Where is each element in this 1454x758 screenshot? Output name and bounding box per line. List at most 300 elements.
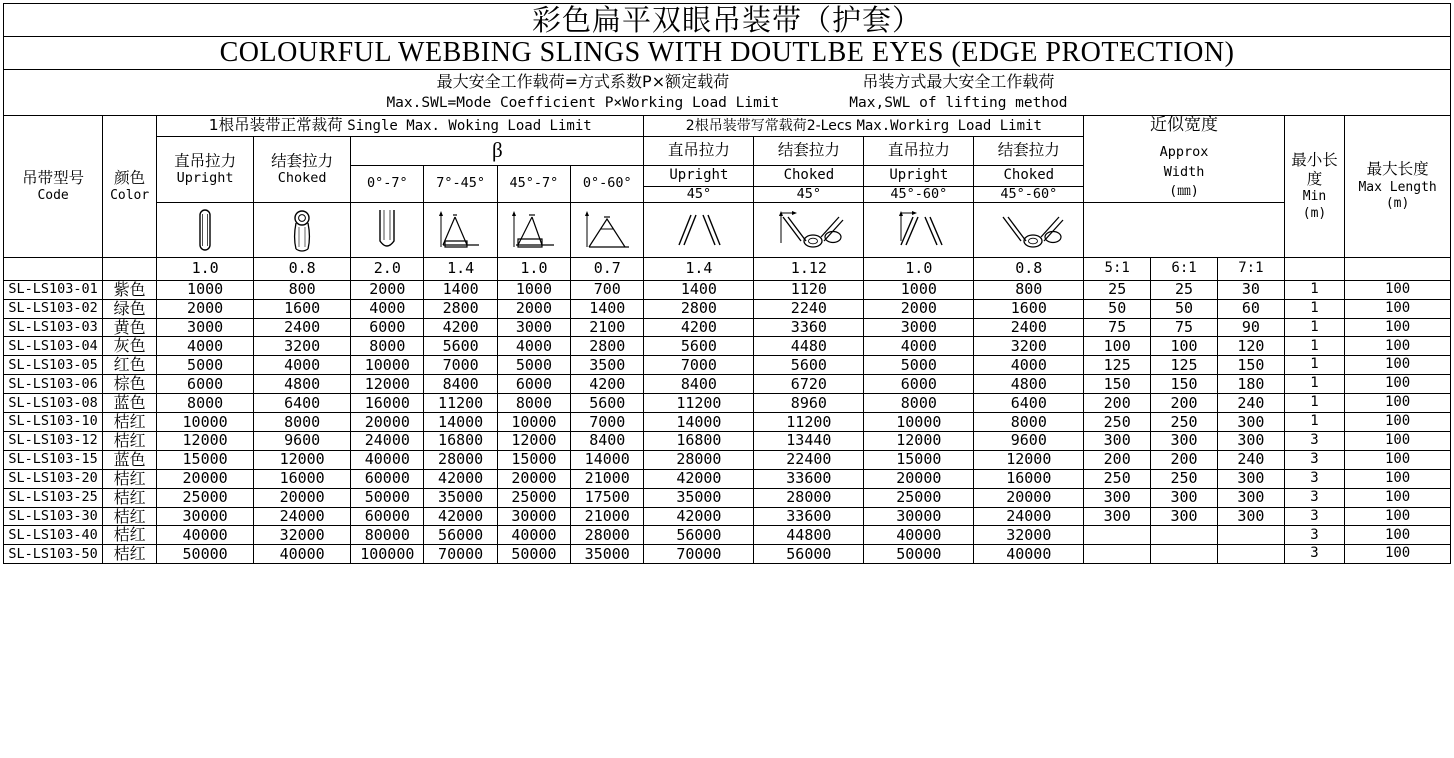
row-value-1: 4800 (254, 375, 351, 394)
header-approx-width-unit: (㎜) (1169, 183, 1199, 200)
header-double-choked2-angle: 45°-60° (974, 186, 1084, 202)
header-double-choked-angle: 45° (754, 186, 864, 202)
row-value-4: 15000 (497, 450, 570, 469)
row-min-length: 1 (1284, 356, 1344, 375)
row-max-length: 100 (1345, 280, 1451, 299)
row-value-9: 4800 (974, 375, 1084, 394)
row-value-7: 5600 (754, 356, 864, 375)
row-value-1: 6400 (254, 394, 351, 413)
header-code (4, 115, 103, 257)
row-color: 桔红 (103, 526, 157, 545)
row-value-1: 800 (254, 280, 351, 299)
row-value-2: 8000 (351, 337, 424, 356)
row-value-5: 8400 (571, 431, 644, 450)
row-value-4: 4000 (497, 337, 570, 356)
row-value-7: 56000 (754, 545, 864, 564)
header-angle-0-7: 0°-7° (351, 165, 424, 202)
header-double-choked-cn: 结套拉力 (754, 136, 864, 165)
row-min-length: 1 (1284, 375, 1344, 394)
row-min-length: 1 (1284, 394, 1344, 413)
row-min-length: 3 (1284, 526, 1344, 545)
row-value-8: 1000 (864, 280, 974, 299)
row-value-7: 2240 (754, 299, 864, 318)
row-width-2: 300 (1217, 469, 1284, 488)
row-value-9: 20000 (974, 488, 1084, 507)
row-width-1: 250 (1151, 413, 1218, 432)
two-leg-mid-icon (497, 202, 570, 257)
row-value-9: 32000 (974, 526, 1084, 545)
formula-right-cn: 吊装方式最大安全工作载荷 (862, 71, 1055, 91)
row-value-2: 100000 (351, 545, 424, 564)
two-leg-wide-icon (571, 202, 644, 257)
row-value-2: 60000 (351, 469, 424, 488)
row-width-0 (1084, 545, 1151, 564)
row-value-1: 3200 (254, 337, 351, 356)
header-angle-7-45: 7°-45° (424, 165, 497, 202)
header-beta-symbol: β (351, 136, 644, 165)
row-value-4: 6000 (497, 375, 570, 394)
row-width-0: 75 (1084, 318, 1151, 337)
row-value-9: 6400 (974, 394, 1084, 413)
row-value-0: 20000 (157, 469, 254, 488)
row-value-3: 8400 (424, 375, 497, 394)
two-sling-choked-45-60-icon (974, 202, 1084, 257)
coefficient-6: 1.4 (644, 257, 754, 280)
row-color: 桔红 (103, 469, 157, 488)
row-value-6: 7000 (644, 356, 754, 375)
row-value-6: 2800 (644, 299, 754, 318)
row-width-1: 250 (1151, 469, 1218, 488)
row-value-2: 20000 (351, 413, 424, 432)
row-value-8: 30000 (864, 507, 974, 526)
pictogram-blank (1084, 202, 1285, 257)
row-value-3: 14000 (424, 413, 497, 432)
row-value-6: 28000 (644, 450, 754, 469)
row-value-8: 12000 (864, 431, 974, 450)
table-row (4, 318, 1451, 337)
header-group-double-cn: 2根吊装带写常载荷2-Lecs (685, 117, 852, 134)
row-value-6: 14000 (644, 413, 754, 432)
row-value-1: 8000 (254, 413, 351, 432)
row-value-0: 2000 (157, 299, 254, 318)
row-code: SL-LS103-12 (4, 431, 103, 450)
row-color: 灰色 (103, 337, 157, 356)
row-code: SL-LS103-08 (4, 394, 103, 413)
row-width-0: 250 (1084, 413, 1151, 432)
row-width-0: 150 (1084, 375, 1151, 394)
row-width-2: 300 (1217, 413, 1284, 432)
row-color: 桔红 (103, 413, 157, 432)
header-group-single (157, 115, 644, 136)
header-double-choked2-cn: 结套拉力 (974, 136, 1084, 165)
header-approx-width-en1: Approx (1159, 144, 1209, 160)
row-value-8: 10000 (864, 413, 974, 432)
row-value-6: 5600 (644, 337, 754, 356)
table-row (4, 375, 1451, 394)
row-width-0: 200 (1084, 450, 1151, 469)
row-value-9: 2400 (974, 318, 1084, 337)
header-color-en: Color (110, 187, 150, 203)
row-min-length: 1 (1284, 318, 1344, 337)
row-value-9: 9600 (974, 431, 1084, 450)
header-min-length (1284, 115, 1344, 257)
header-angle-45-7: 45°-7° (497, 165, 570, 202)
row-value-6: 16800 (644, 431, 754, 450)
row-width-2: 240 (1217, 394, 1284, 413)
upright-loop-icon (254, 202, 351, 257)
header-double-upright2-cn: 直吊拉力 (864, 136, 974, 165)
row-value-4: 5000 (497, 356, 570, 375)
row-max-length: 100 (1345, 394, 1451, 413)
row-value-1: 40000 (254, 545, 351, 564)
coefficient-8: 1.0 (864, 257, 974, 280)
row-value-7: 33600 (754, 469, 864, 488)
row-width-0: 50 (1084, 299, 1151, 318)
row-value-7: 28000 (754, 488, 864, 507)
row-width-2: 300 (1217, 507, 1284, 526)
row-value-3: 4200 (424, 318, 497, 337)
row-value-5: 17500 (571, 488, 644, 507)
header-min-length-unit: (m) (1302, 205, 1327, 221)
row-width-1: 300 (1151, 431, 1218, 450)
header-double-upright-en: Upright (644, 165, 754, 186)
row-width-2: 300 (1217, 431, 1284, 450)
row-value-5: 3500 (571, 356, 644, 375)
row-value-4: 8000 (497, 394, 570, 413)
page-title-en: COLOURFUL WEBBING SLINGS WITH DOUTLBE EYES (EDGE PROTECTION) (4, 37, 1451, 69)
row-value-0: 25000 (157, 488, 254, 507)
row-width-2: 30 (1217, 280, 1284, 299)
row-code: SL-LS103-06 (4, 375, 103, 394)
row-value-8: 8000 (864, 394, 974, 413)
row-value-2: 50000 (351, 488, 424, 507)
row-value-6: 70000 (644, 545, 754, 564)
row-value-5: 21000 (571, 469, 644, 488)
row-min-length: 1 (1284, 280, 1344, 299)
header-color (103, 115, 157, 257)
row-code: SL-LS103-04 (4, 337, 103, 356)
header-min-length-en: Min (1302, 189, 1327, 205)
row-value-9: 12000 (974, 450, 1084, 469)
row-value-2: 6000 (351, 318, 424, 337)
row-value-6: 11200 (644, 394, 754, 413)
row-value-6: 35000 (644, 488, 754, 507)
row-code: SL-LS103-03 (4, 318, 103, 337)
coefficient-7: 1.12 (754, 257, 864, 280)
header-single-upright (157, 136, 254, 202)
row-value-4: 30000 (497, 507, 570, 526)
table-row (4, 526, 1451, 545)
table-row (4, 469, 1451, 488)
row-value-2: 80000 (351, 526, 424, 545)
table-row (4, 280, 1451, 299)
formula-left-en: Max.SWL=Mode Coefficient P×Working Load Limit (386, 94, 780, 111)
row-width-0: 25 (1084, 280, 1151, 299)
row-value-7: 11200 (754, 413, 864, 432)
header-code-cn: 吊带型号 (22, 168, 85, 187)
header-single-upright-en: Upright (176, 169, 234, 186)
row-value-4: 10000 (497, 413, 570, 432)
row-value-3: 56000 (424, 526, 497, 545)
header-max-length-en: Max Length (1358, 179, 1437, 195)
row-value-3: 5600 (424, 337, 497, 356)
row-width-1: 100 (1151, 337, 1218, 356)
two-sling-upright-45-60-icon (864, 202, 974, 257)
row-value-8: 15000 (864, 450, 974, 469)
row-width-1: 200 (1151, 394, 1218, 413)
row-value-9: 24000 (974, 507, 1084, 526)
safety-ratio-1: 6:1 (1151, 257, 1218, 280)
row-value-5: 21000 (571, 507, 644, 526)
row-code: SL-LS103-15 (4, 450, 103, 469)
header-angle-0-60: 0°-60° (571, 165, 644, 202)
row-width-1: 25 (1151, 280, 1218, 299)
row-width-1: 300 (1151, 507, 1218, 526)
row-value-7: 6720 (754, 375, 864, 394)
formula-right (849, 73, 1067, 111)
header-group-double-en: Max.Workirg Load Limit (856, 117, 1042, 134)
header-double-upright2-en: Upright (864, 165, 974, 186)
row-value-4: 12000 (497, 431, 570, 450)
header-code-en: Code (37, 187, 69, 203)
row-value-8: 4000 (864, 337, 974, 356)
row-value-9: 40000 (974, 545, 1084, 564)
coefficient-0: 1.0 (157, 257, 254, 280)
row-value-5: 28000 (571, 526, 644, 545)
row-code: SL-LS103-20 (4, 469, 103, 488)
row-value-4: 40000 (497, 526, 570, 545)
two-sling-choked-45-icon (754, 202, 864, 257)
row-value-5: 700 (571, 280, 644, 299)
row-value-2: 2000 (351, 280, 424, 299)
row-value-0: 8000 (157, 394, 254, 413)
row-max-length: 100 (1345, 526, 1451, 545)
coefficient-4: 1.0 (497, 257, 570, 280)
row-value-2: 24000 (351, 431, 424, 450)
table-row (4, 394, 1451, 413)
row-value-2: 16000 (351, 394, 424, 413)
row-value-4: 1000 (497, 280, 570, 299)
row-value-7: 4480 (754, 337, 864, 356)
row-value-7: 33600 (754, 507, 864, 526)
row-value-5: 1400 (571, 299, 644, 318)
sling-eye-icon (157, 202, 254, 257)
row-value-6: 42000 (644, 507, 754, 526)
row-value-7: 1120 (754, 280, 864, 299)
row-value-9: 3200 (974, 337, 1084, 356)
row-value-1: 4000 (254, 356, 351, 375)
pictogram-row (4, 202, 1451, 257)
row-value-8: 40000 (864, 526, 974, 545)
coefficient-row-label-color (103, 257, 157, 280)
header-max-length-cn: 最大长度 (1366, 160, 1429, 179)
row-max-length: 100 (1345, 375, 1451, 394)
row-value-8: 25000 (864, 488, 974, 507)
row-color: 蓝色 (103, 394, 157, 413)
row-min-length: 1 (1284, 413, 1344, 432)
row-width-0: 250 (1084, 469, 1151, 488)
row-width-1: 50 (1151, 299, 1218, 318)
row-value-6: 1400 (644, 280, 754, 299)
row-value-5: 2800 (571, 337, 644, 356)
row-value-5: 14000 (571, 450, 644, 469)
row-max-length: 100 (1345, 450, 1451, 469)
row-code: SL-LS103-25 (4, 488, 103, 507)
row-value-4: 50000 (497, 545, 570, 564)
row-color: 棕色 (103, 375, 157, 394)
row-width-1 (1151, 526, 1218, 545)
row-max-length: 100 (1345, 299, 1451, 318)
header-approx-width (1084, 115, 1285, 202)
row-value-3: 42000 (424, 507, 497, 526)
row-max-length: 100 (1345, 507, 1451, 526)
table-row (4, 431, 1451, 450)
row-value-4: 2000 (497, 299, 570, 318)
row-value-3: 28000 (424, 450, 497, 469)
row-value-8: 5000 (864, 356, 974, 375)
row-width-1: 125 (1151, 356, 1218, 375)
header-single-choked-en: Choked (277, 169, 327, 186)
row-value-8: 50000 (864, 545, 974, 564)
row-value-1: 32000 (254, 526, 351, 545)
row-value-8: 20000 (864, 469, 974, 488)
row-color: 蓝色 (103, 450, 157, 469)
row-min-length: 1 (1284, 337, 1344, 356)
row-value-5: 5600 (571, 394, 644, 413)
row-width-1: 300 (1151, 488, 1218, 507)
row-color: 红色 (103, 356, 157, 375)
row-max-length: 100 (1345, 413, 1451, 432)
row-value-5: 7000 (571, 413, 644, 432)
row-value-7: 13440 (754, 431, 864, 450)
safety-ratio-2: 7:1 (1217, 257, 1284, 280)
row-value-1: 12000 (254, 450, 351, 469)
coefficient-9: 0.8 (974, 257, 1084, 280)
row-value-1: 9600 (254, 431, 351, 450)
row-width-2: 240 (1217, 450, 1284, 469)
row-width-1: 150 (1151, 375, 1218, 394)
row-width-0: 300 (1084, 507, 1151, 526)
row-width-1: 200 (1151, 450, 1218, 469)
row-width-2: 150 (1217, 356, 1284, 375)
table-row (4, 450, 1451, 469)
row-value-0: 50000 (157, 545, 254, 564)
page-title-cn: 彩色扁平双眼吊装带（护套） (4, 4, 1451, 37)
two-sling-upright-icon (644, 202, 754, 257)
coefficient-3: 1.4 (424, 257, 497, 280)
coefficient-row (4, 257, 1451, 280)
row-value-9: 16000 (974, 469, 1084, 488)
row-width-1: 75 (1151, 318, 1218, 337)
row-code: SL-LS103-40 (4, 526, 103, 545)
row-value-7: 44800 (754, 526, 864, 545)
coefficient-1: 0.8 (254, 257, 351, 280)
header-double-upright2-angle: 45°-60° (864, 186, 974, 202)
row-value-9: 8000 (974, 413, 1084, 432)
header-approx-width-en2: Width (1163, 163, 1205, 180)
row-min-length: 3 (1284, 469, 1344, 488)
row-width-0: 300 (1084, 488, 1151, 507)
row-value-9: 800 (974, 280, 1084, 299)
row-value-8: 3000 (864, 318, 974, 337)
row-value-3: 1400 (424, 280, 497, 299)
row-code: SL-LS103-30 (4, 507, 103, 526)
coefficient-2: 2.0 (351, 257, 424, 280)
row-value-0: 3000 (157, 318, 254, 337)
row-width-1 (1151, 545, 1218, 564)
row-value-4: 3000 (497, 318, 570, 337)
row-value-6: 56000 (644, 526, 754, 545)
row-value-0: 30000 (157, 507, 254, 526)
header-double-upright-angle: 45° (644, 186, 754, 202)
table-row (4, 356, 1451, 375)
row-code: SL-LS103-02 (4, 299, 103, 318)
row-value-0: 5000 (157, 356, 254, 375)
two-leg-narrow-icon (424, 202, 497, 257)
row-value-1: 24000 (254, 507, 351, 526)
row-value-7: 8960 (754, 394, 864, 413)
header-color-cn: 颜色 (114, 168, 146, 187)
row-value-3: 16800 (424, 431, 497, 450)
row-value-2: 10000 (351, 356, 424, 375)
row-width-0: 300 (1084, 431, 1151, 450)
row-min-length: 3 (1284, 431, 1344, 450)
row-width-0 (1084, 526, 1151, 545)
row-color: 绿色 (103, 299, 157, 318)
row-value-4: 25000 (497, 488, 570, 507)
header-single-upright-cn: 直吊拉力 (174, 151, 237, 170)
header-group-double (644, 115, 1084, 136)
row-value-5: 2100 (571, 318, 644, 337)
table-row (4, 299, 1451, 318)
row-code: SL-LS103-10 (4, 413, 103, 432)
row-width-2: 300 (1217, 488, 1284, 507)
row-value-0: 4000 (157, 337, 254, 356)
row-value-3: 7000 (424, 356, 497, 375)
table-row (4, 488, 1451, 507)
table-row (4, 507, 1451, 526)
row-value-3: 2800 (424, 299, 497, 318)
row-min-length: 3 (1284, 545, 1344, 564)
header-group-single-en: Single Max. Woking Load Limit (347, 118, 592, 135)
row-value-4: 20000 (497, 469, 570, 488)
row-value-6: 42000 (644, 469, 754, 488)
formula-left (386, 73, 779, 111)
row-max-length: 100 (1345, 469, 1451, 488)
row-value-2: 40000 (351, 450, 424, 469)
row-value-3: 11200 (424, 394, 497, 413)
row-value-6: 4200 (644, 318, 754, 337)
row-color: 桔红 (103, 488, 157, 507)
sling-specification-table (3, 3, 1451, 564)
table-row (4, 545, 1451, 564)
row-max-length: 100 (1345, 488, 1451, 507)
header-single-choked-cn: 结套拉力 (271, 151, 334, 170)
row-width-2: 60 (1217, 299, 1284, 318)
row-width-2 (1217, 545, 1284, 564)
row-value-5: 35000 (571, 545, 644, 564)
row-value-1: 1600 (254, 299, 351, 318)
header-min-length-cn: 最小长度 (1291, 150, 1338, 189)
row-value-3: 42000 (424, 469, 497, 488)
row-value-0: 40000 (157, 526, 254, 545)
row-max-length: 100 (1345, 337, 1451, 356)
row-color: 黄色 (103, 318, 157, 337)
row-value-1: 16000 (254, 469, 351, 488)
header-double-choked-en: Choked (754, 165, 864, 186)
row-code: SL-LS103-01 (4, 280, 103, 299)
row-color: 桔红 (103, 545, 157, 564)
